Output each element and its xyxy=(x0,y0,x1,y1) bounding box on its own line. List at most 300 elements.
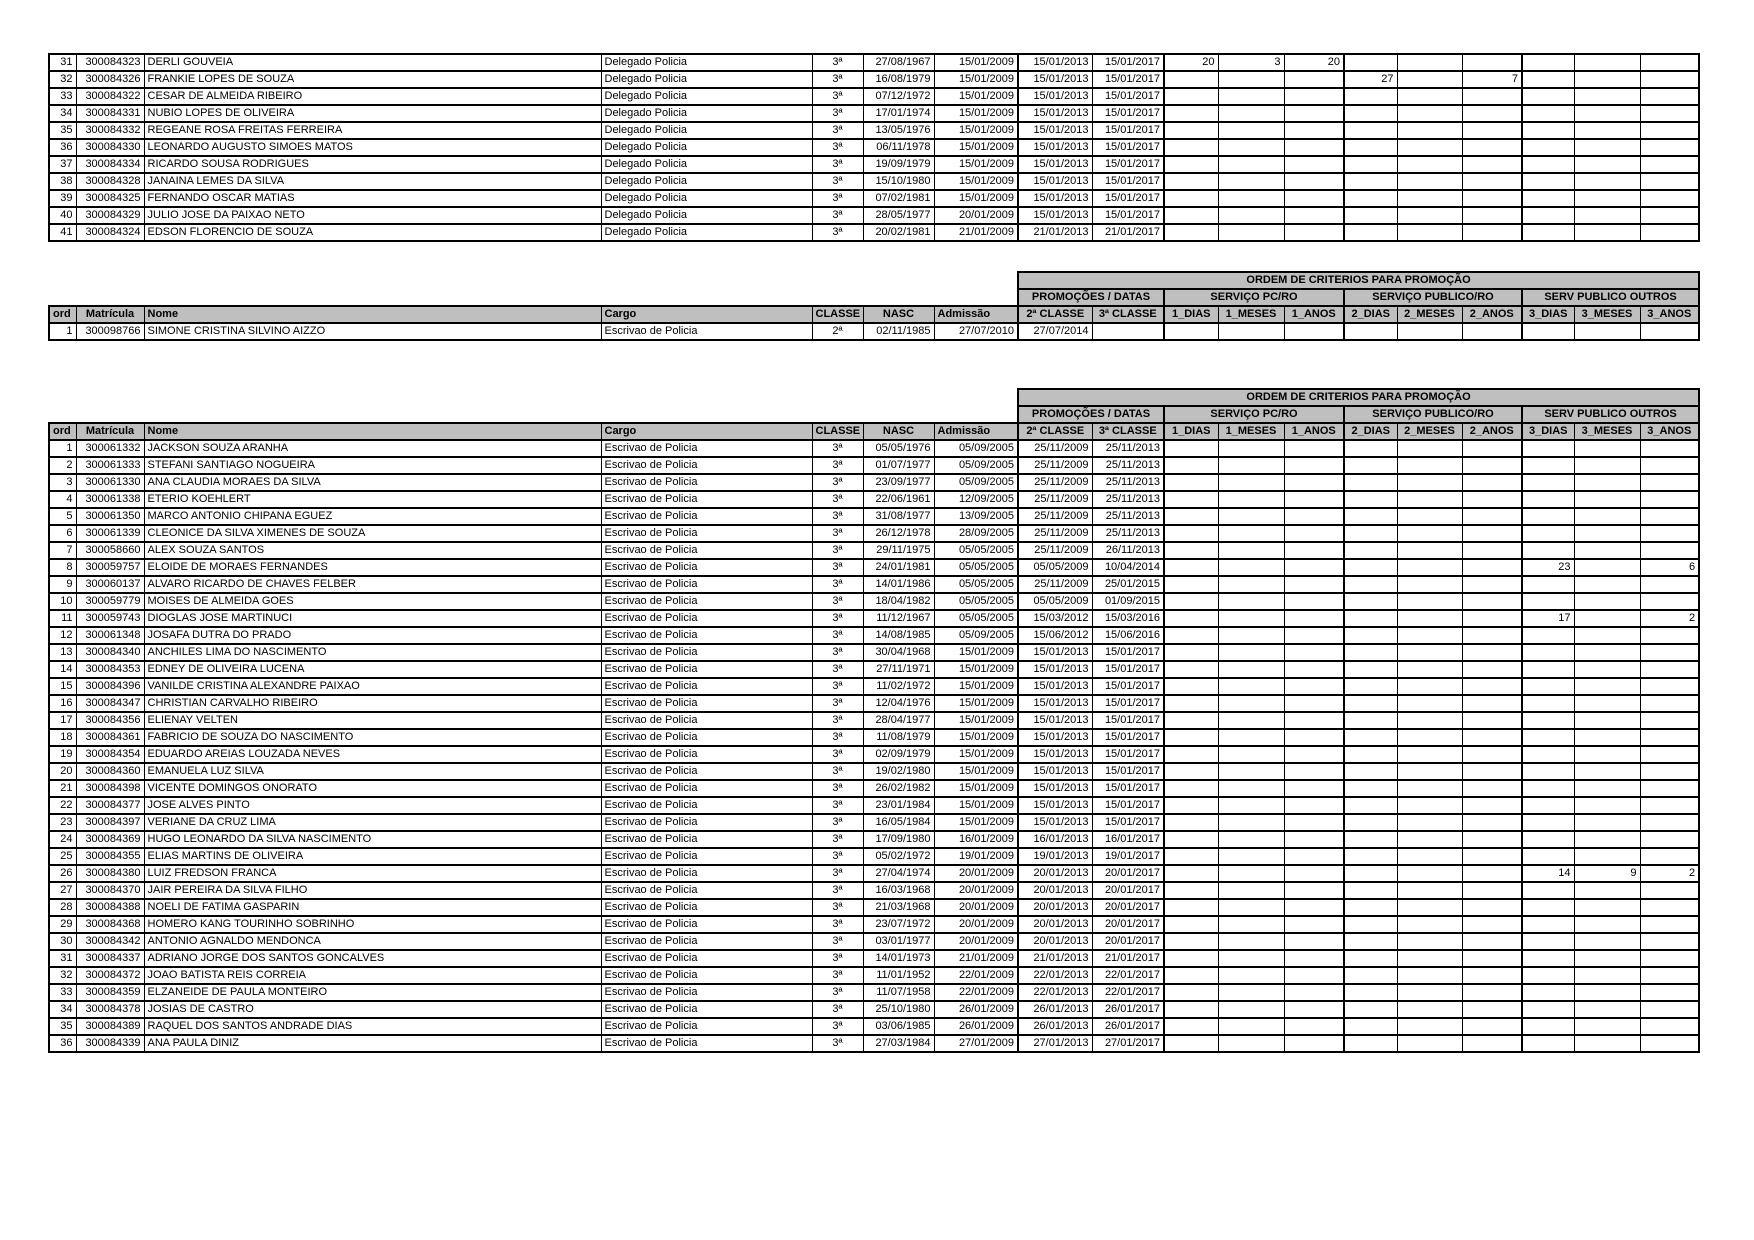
cell xyxy=(1462,323,1522,340)
cell: 3ª xyxy=(812,105,863,122)
cell xyxy=(1164,173,1218,190)
cell: 05/05/2005 xyxy=(934,593,1018,610)
cell xyxy=(1522,576,1574,593)
cell xyxy=(1397,729,1462,746)
cell: 34 xyxy=(49,1001,76,1018)
header-spacer xyxy=(49,272,1018,289)
cell xyxy=(1344,780,1397,797)
cell: 3ª xyxy=(812,88,863,105)
table-row xyxy=(49,763,1699,780)
cell xyxy=(1344,224,1397,241)
cell: 15/01/2013 xyxy=(1018,156,1092,173)
column-header: 3ª CLASSE xyxy=(1092,306,1164,323)
cell: ELIAS MARTINS DE OLIVEIRA xyxy=(144,848,601,865)
cell: 3ª xyxy=(812,950,863,967)
cell: 300084324 xyxy=(76,224,144,241)
cell xyxy=(1218,984,1284,1001)
cell xyxy=(1218,678,1284,695)
cell xyxy=(1462,780,1522,797)
cell: 14 xyxy=(1522,865,1574,882)
cell: DIOGLAS JOSE MARTINUCI xyxy=(144,610,601,627)
cell: 300084322 xyxy=(76,88,144,105)
cell xyxy=(1640,967,1699,984)
cell xyxy=(1218,729,1284,746)
cell xyxy=(1164,593,1218,610)
cell: 300084339 xyxy=(76,1035,144,1052)
table-row xyxy=(49,916,1699,933)
cell xyxy=(1218,644,1284,661)
cell xyxy=(1397,207,1462,224)
cell: 17/09/1980 xyxy=(863,831,934,848)
cell: 15/01/2017 xyxy=(1092,122,1164,139)
cell xyxy=(1344,984,1397,1001)
cell: 21/01/2013 xyxy=(1018,224,1092,241)
cell: 3ª xyxy=(812,440,863,457)
cell: CESAR DE ALMEIDA RIBEIRO xyxy=(144,88,601,105)
cell xyxy=(1344,139,1397,156)
cell xyxy=(1284,156,1344,173)
cell xyxy=(1522,105,1574,122)
cell xyxy=(1344,1035,1397,1052)
cell xyxy=(1344,54,1397,71)
cell: 300084389 xyxy=(76,1018,144,1035)
cell xyxy=(1522,984,1574,1001)
cell: 300084368 xyxy=(76,916,144,933)
cell xyxy=(1522,695,1574,712)
cell: 01/09/2015 xyxy=(1092,593,1164,610)
cell: 11/08/1979 xyxy=(863,729,934,746)
cell xyxy=(1462,139,1522,156)
cell xyxy=(1522,54,1574,71)
cell xyxy=(1462,661,1522,678)
cell xyxy=(1164,610,1218,627)
cell xyxy=(1522,678,1574,695)
cell xyxy=(1462,1035,1522,1052)
cell: 300059743 xyxy=(76,610,144,627)
cell xyxy=(1574,474,1640,491)
cell: 3ª xyxy=(812,831,863,848)
cell xyxy=(1397,678,1462,695)
cell: 26/11/2013 xyxy=(1092,542,1164,559)
cell xyxy=(1344,848,1397,865)
cell: 20/01/2009 xyxy=(934,207,1018,224)
cell xyxy=(1284,678,1344,695)
cell: 3ª xyxy=(812,122,863,139)
criteria-group-header: SERVIÇO PUBLICO/RO xyxy=(1344,289,1522,306)
cell xyxy=(1640,882,1699,899)
table-row xyxy=(49,627,1699,644)
table-row xyxy=(49,508,1699,525)
cell xyxy=(1522,139,1574,156)
cell xyxy=(1462,525,1522,542)
cell: 15/01/2017 xyxy=(1092,71,1164,88)
cell: 25/11/2009 xyxy=(1018,440,1092,457)
cell xyxy=(1284,831,1344,848)
cell xyxy=(1462,848,1522,865)
cell: Delegado Policia xyxy=(601,71,812,88)
cell: 300084342 xyxy=(76,933,144,950)
cell xyxy=(1462,933,1522,950)
cell: CLEONICE DA SILVA XIMENES DE SOUZA xyxy=(144,525,601,542)
cell xyxy=(1522,763,1574,780)
cell xyxy=(1640,122,1699,139)
cell xyxy=(1397,899,1462,916)
cell xyxy=(1284,763,1344,780)
cell: NOELI DE FATIMA GASPARIN xyxy=(144,899,601,916)
cell xyxy=(1344,950,1397,967)
table-row xyxy=(49,54,1699,71)
cell: Escrivao de Policia xyxy=(601,916,812,933)
table-row xyxy=(49,933,1699,950)
cell xyxy=(1522,542,1574,559)
cell xyxy=(1397,491,1462,508)
cell xyxy=(1574,1018,1640,1035)
cell xyxy=(1218,1001,1284,1018)
cell xyxy=(1218,139,1284,156)
cell xyxy=(1218,88,1284,105)
cell xyxy=(1397,831,1462,848)
cell: Escrivao de Policia xyxy=(601,865,812,882)
table-row xyxy=(49,139,1699,156)
cell xyxy=(1164,797,1218,814)
cell xyxy=(1164,105,1218,122)
cell xyxy=(1462,797,1522,814)
cell xyxy=(1218,542,1284,559)
cell xyxy=(1344,712,1397,729)
cell: 25/11/2009 xyxy=(1018,508,1092,525)
cell: MARCO ANTONIO CHIPANA EGUEZ xyxy=(144,508,601,525)
cell xyxy=(1218,627,1284,644)
table-row xyxy=(49,780,1699,797)
cell: 20/01/2017 xyxy=(1092,916,1164,933)
cell xyxy=(1218,593,1284,610)
cell xyxy=(1164,457,1218,474)
cell: 30/04/1968 xyxy=(863,644,934,661)
cell xyxy=(1284,457,1344,474)
column-header: 1_ANOS xyxy=(1284,423,1344,440)
cell: JOSE ALVES PINTO xyxy=(144,797,601,814)
column-header: 2ª CLASSE xyxy=(1018,423,1092,440)
cell: RICARDO SOUSA RODRIGUES xyxy=(144,156,601,173)
cell xyxy=(1462,508,1522,525)
cell xyxy=(1164,1018,1218,1035)
cell xyxy=(1344,695,1397,712)
cell xyxy=(1462,559,1522,576)
cell xyxy=(1218,882,1284,899)
cell: 26/01/2009 xyxy=(934,1018,1018,1035)
cell xyxy=(1164,882,1218,899)
cell xyxy=(1462,814,1522,831)
cell xyxy=(1284,207,1344,224)
cell xyxy=(1397,661,1462,678)
cell: 3ª xyxy=(812,173,863,190)
cell xyxy=(1574,508,1640,525)
cell: JACKSON SOUZA ARANHA xyxy=(144,440,601,457)
cell xyxy=(1574,139,1640,156)
cell: 15/01/2009 xyxy=(934,139,1018,156)
cell xyxy=(1574,661,1640,678)
cell: 12/09/2005 xyxy=(934,491,1018,508)
column-header: 3ª CLASSE xyxy=(1092,423,1164,440)
column-header: 2_ANOS xyxy=(1462,423,1522,440)
cell: 9 xyxy=(49,576,76,593)
cell: 25/11/2013 xyxy=(1092,440,1164,457)
cell xyxy=(1462,156,1522,173)
cell: 300084378 xyxy=(76,1001,144,1018)
cell: 20 xyxy=(1164,54,1218,71)
cell: ANTONIO AGNALDO MENDONCA xyxy=(144,933,601,950)
cell: 3ª xyxy=(812,508,863,525)
cell xyxy=(1522,882,1574,899)
cell: 25/11/2013 xyxy=(1092,508,1164,525)
cell: 25/11/2009 xyxy=(1018,491,1092,508)
cell: Escrivao de Policia xyxy=(601,678,812,695)
cell: 26 xyxy=(49,865,76,882)
cell xyxy=(1344,1001,1397,1018)
cell xyxy=(1164,627,1218,644)
cell: 13/09/2005 xyxy=(934,508,1018,525)
cell: Delegado Policia xyxy=(601,88,812,105)
cell xyxy=(1284,139,1344,156)
cell xyxy=(1164,695,1218,712)
cell: 40 xyxy=(49,207,76,224)
cell xyxy=(1164,644,1218,661)
cell: 15/01/2013 xyxy=(1018,780,1092,797)
cell xyxy=(1574,1035,1640,1052)
cell: 28 xyxy=(49,899,76,916)
cell xyxy=(1218,797,1284,814)
cell xyxy=(1344,190,1397,207)
cell: 21/01/2017 xyxy=(1092,224,1164,241)
cell: Escrivao de Policia xyxy=(601,559,812,576)
cell: 300084380 xyxy=(76,865,144,882)
cell xyxy=(1640,763,1699,780)
cell xyxy=(1462,491,1522,508)
table-row xyxy=(49,967,1699,984)
cell: Delegado Policia xyxy=(601,139,812,156)
column-header: 2_DIAS xyxy=(1344,306,1397,323)
cell: JOSIAS DE CASTRO xyxy=(144,1001,601,1018)
cell: 20/01/2013 xyxy=(1018,865,1092,882)
cell xyxy=(1397,576,1462,593)
cell: 20 xyxy=(49,763,76,780)
cell: 16/08/1979 xyxy=(863,71,934,88)
cell: 15/01/2009 xyxy=(934,814,1018,831)
cell: Escrivao de Policia xyxy=(601,323,812,340)
column-header: NASC xyxy=(863,306,934,323)
table-row xyxy=(49,644,1699,661)
cell xyxy=(1522,746,1574,763)
cell xyxy=(1574,156,1640,173)
cell xyxy=(1640,139,1699,156)
cell xyxy=(1462,967,1522,984)
cell xyxy=(1574,593,1640,610)
cell: 3ª xyxy=(812,729,863,746)
cell xyxy=(1574,491,1640,508)
cell: 37 xyxy=(49,156,76,173)
cell: 2 xyxy=(1640,610,1699,627)
cell: 17/01/1974 xyxy=(863,105,934,122)
cell: 12 xyxy=(49,627,76,644)
cell xyxy=(1640,440,1699,457)
cell xyxy=(1462,984,1522,1001)
cell xyxy=(1574,105,1640,122)
cell: 25/11/2009 xyxy=(1018,542,1092,559)
cell xyxy=(1522,712,1574,729)
cell: 11/12/1967 xyxy=(863,610,934,627)
cell: 20/01/2009 xyxy=(934,882,1018,899)
cell: 25 xyxy=(49,848,76,865)
cell: 2 xyxy=(1640,865,1699,882)
cell: 300059757 xyxy=(76,559,144,576)
cell xyxy=(1574,950,1640,967)
cell: 18 xyxy=(49,729,76,746)
cell xyxy=(1284,542,1344,559)
cell xyxy=(1522,627,1574,644)
cell xyxy=(1344,661,1397,678)
cell: 3ª xyxy=(812,763,863,780)
cell: 19/01/2009 xyxy=(934,848,1018,865)
column-header: 1_ANOS xyxy=(1284,306,1344,323)
cell xyxy=(1522,508,1574,525)
cell xyxy=(1462,627,1522,644)
column-header: Nome xyxy=(144,423,601,440)
cell xyxy=(1218,71,1284,88)
cell: 02/11/1985 xyxy=(863,323,934,340)
cell: 15/01/2017 xyxy=(1092,88,1164,105)
cell xyxy=(1218,763,1284,780)
cell: 3ª xyxy=(812,491,863,508)
cell xyxy=(1574,746,1640,763)
cell: 3ª xyxy=(812,746,863,763)
table-row xyxy=(49,323,1699,340)
cell xyxy=(1640,933,1699,950)
cell xyxy=(1462,88,1522,105)
cell: 15/01/2013 xyxy=(1018,814,1092,831)
cell: ALVARO RICARDO DE CHAVES FELBER xyxy=(144,576,601,593)
cell xyxy=(1344,542,1397,559)
cell: 15/01/2013 xyxy=(1018,105,1092,122)
cell xyxy=(1462,695,1522,712)
cell xyxy=(1522,848,1574,865)
cell xyxy=(1522,491,1574,508)
column-header: CLASSE xyxy=(812,306,863,323)
cell xyxy=(1640,190,1699,207)
column-header: 3_ANOS xyxy=(1640,306,1699,323)
cell xyxy=(1462,678,1522,695)
table-row xyxy=(49,440,1699,457)
cell xyxy=(1164,746,1218,763)
cell xyxy=(1397,156,1462,173)
cell: 15/01/2013 xyxy=(1018,644,1092,661)
cell: 20/01/2013 xyxy=(1018,882,1092,899)
cell xyxy=(1574,525,1640,542)
cell: 15/01/2017 xyxy=(1092,746,1164,763)
cell: VANILDE CRISTINA ALEXANDRE PAIXAO xyxy=(144,678,601,695)
cell xyxy=(1574,695,1640,712)
cell: Escrivao de Policia xyxy=(601,661,812,678)
cell: 300084397 xyxy=(76,814,144,831)
cell xyxy=(1640,474,1699,491)
cell: Delegado Policia xyxy=(601,207,812,224)
cell: 300084329 xyxy=(76,207,144,224)
cell: 15/01/2009 xyxy=(934,156,1018,173)
cell xyxy=(1218,950,1284,967)
cell xyxy=(1397,848,1462,865)
cell xyxy=(1218,780,1284,797)
cell xyxy=(1462,105,1522,122)
table-row xyxy=(49,190,1699,207)
cell: 05/09/2005 xyxy=(934,440,1018,457)
cell: 300084330 xyxy=(76,139,144,156)
cell: 26/01/2009 xyxy=(934,1001,1018,1018)
cell xyxy=(1344,576,1397,593)
cell: 300084372 xyxy=(76,967,144,984)
cell xyxy=(1522,207,1574,224)
table-row xyxy=(49,950,1699,967)
cell: 15/01/2013 xyxy=(1018,729,1092,746)
cell xyxy=(1284,865,1344,882)
cell xyxy=(1397,323,1462,340)
cell xyxy=(1574,54,1640,71)
table-row xyxy=(49,105,1699,122)
cell xyxy=(1284,627,1344,644)
cell: 21/03/1968 xyxy=(863,899,934,916)
cell: 3ª xyxy=(812,457,863,474)
cell: Escrivao de Policia xyxy=(601,814,812,831)
cell: 20/01/2017 xyxy=(1092,865,1164,882)
cell: 05/05/2009 xyxy=(1018,559,1092,576)
cell xyxy=(1640,173,1699,190)
cell xyxy=(1218,865,1284,882)
cell: VERIANE DA CRUZ LIMA xyxy=(144,814,601,831)
cell xyxy=(1640,224,1699,241)
cell: 18/04/1982 xyxy=(863,593,934,610)
cell: Delegado Policia xyxy=(601,224,812,241)
cell: Escrivao de Policia xyxy=(601,644,812,661)
cell: 3 xyxy=(1218,54,1284,71)
cell xyxy=(1284,950,1344,967)
header-spacer xyxy=(49,406,1018,423)
cell: FABRICIO DE SOUZA DO NASCIMENTO xyxy=(144,729,601,746)
cell xyxy=(1397,916,1462,933)
cell xyxy=(1218,831,1284,848)
cell xyxy=(1218,1035,1284,1052)
cell xyxy=(1522,814,1574,831)
cell xyxy=(1344,882,1397,899)
column-header: Admissão xyxy=(934,423,1018,440)
cell xyxy=(1164,848,1218,865)
cell: 15/01/2017 xyxy=(1092,712,1164,729)
cell xyxy=(1344,88,1397,105)
cell: 20/01/2009 xyxy=(934,916,1018,933)
cell xyxy=(1462,207,1522,224)
cell: 15/01/2017 xyxy=(1092,780,1164,797)
cell xyxy=(1397,882,1462,899)
cell xyxy=(1344,746,1397,763)
cell xyxy=(1344,1018,1397,1035)
cell: 300058660 xyxy=(76,542,144,559)
cell xyxy=(1574,610,1640,627)
cell: 3ª xyxy=(812,54,863,71)
cell: ELIENAY VELTEN xyxy=(144,712,601,729)
escrivao-2a-classe-table xyxy=(48,271,1700,341)
cell: 14/01/1973 xyxy=(863,950,934,967)
cell xyxy=(1397,54,1462,71)
cell xyxy=(1462,593,1522,610)
cell: 21/01/2013 xyxy=(1018,950,1092,967)
cell: 15/10/1980 xyxy=(863,173,934,190)
